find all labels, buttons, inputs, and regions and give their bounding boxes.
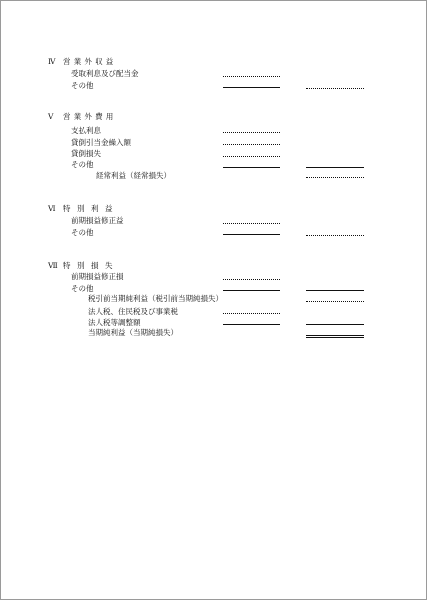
section-v-numeral: Ⅴ [48,112,54,121]
section-iv-title: 営業外収益 [63,57,117,66]
net-income-double-underline [306,335,364,338]
ordinary-income-label: 経常利益（経常損失） [96,171,171,180]
amount-blank [223,279,280,280]
line-item-other: その他 [71,228,94,237]
amount-underline [223,234,280,235]
amount-blank [223,144,280,145]
section-vi-title: 特別利益 [63,204,119,213]
total-blank [306,88,364,89]
line-item-dividends: 受取利息及び配当金 [71,69,139,78]
amount-underline [223,324,280,325]
section-vii-title: 特別損失 [63,261,119,270]
total-underline [306,167,364,168]
line-item-prior-period-loss: 前期損益修正損 [71,272,124,281]
section-vii-numeral: Ⅶ [48,261,58,270]
amount-blank [223,223,280,224]
line-item-allowance: 貸倒引当金繰入額 [71,138,131,147]
amount-underline [223,87,280,88]
total-blank [306,235,364,236]
total-blank [306,301,364,302]
line-item-other: その他 [71,81,94,90]
line-item-bad-debt: 貸倒損失 [71,149,101,158]
net-income-label: 当期純利益（当期純損失） [88,328,178,337]
amount-underline [223,290,280,291]
amount-blank [223,313,280,314]
pretax-income-label: 税引前当期純利益（税引前当期純損失） [88,294,223,303]
amount-blank [223,132,280,133]
total-blank [306,177,364,178]
total-underline [306,290,364,291]
total-underline [306,324,364,325]
section-vi-numeral: Ⅵ [48,204,56,213]
line-item-interest-paid: 支払利息 [71,126,101,135]
section-iv-numeral: Ⅳ [48,57,56,66]
section-v-title: 営業外費用 [63,112,117,121]
income-taxes-label: 法人税、住民税及び事業税 [88,307,178,316]
line-item-other: その他 [71,284,94,293]
line-item-other: その他 [71,160,94,169]
tax-adjustment-label: 法人税等調整額 [88,318,141,327]
amount-blank [223,156,280,157]
amount-underline [223,167,280,168]
amount-blank [223,76,280,77]
line-item-prior-period-gain: 前期損益修正益 [71,216,124,225]
